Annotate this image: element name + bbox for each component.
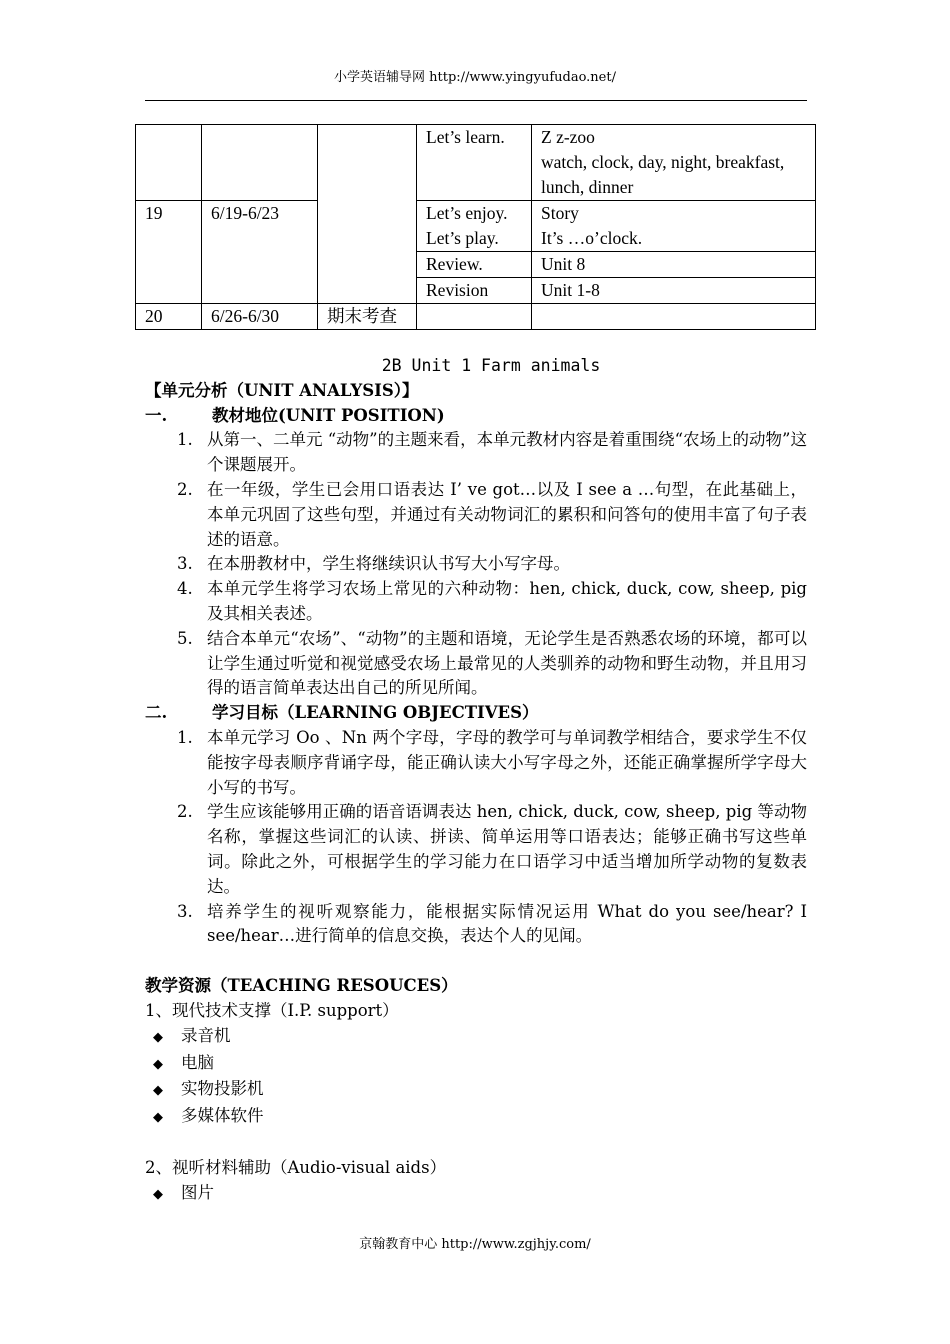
table-cell <box>136 125 202 201</box>
table-cell: 19 <box>136 201 202 304</box>
item-number: 1. <box>177 430 193 450</box>
resources-group-title: 2、视听材料辅助（Audio-visual aids） <box>145 1157 447 1177</box>
cell-line: Let’s enjoy. <box>426 203 508 223</box>
diamond-bullet-icon: ◆ <box>153 1056 163 1072</box>
item-text: 本单元学生将学习农场上常见的六种动物：hen, chick, duck, cow, sheep, pig 及其相关表述。 <box>207 579 807 623</box>
item-text: 在一年级，学生已会用口语表达 I’ ve got…以及 I see a …句型，在此基础上，本单元巩固了这些句型，并通过有关动物词汇的累积和问答句的使用丰富了句子表述的语意。 <box>207 479 807 549</box>
list-item <box>145 1104 807 1131</box>
list-item <box>145 800 807 899</box>
page-footer: 京翰教育中心 http://www.zgjhjy.com/ <box>359 1237 591 1252</box>
list-item <box>145 900 807 950</box>
resources-group-title: 1、现代技术支撑（I.P. support） <box>145 1000 399 1020</box>
item-text: 电脑 <box>181 1052 214 1072</box>
diamond-bullet-icon: ◆ <box>153 1029 163 1045</box>
cell-line: Z z-zoo <box>541 127 595 147</box>
table-row <box>136 304 816 330</box>
table-cell: 6/19-6/23 <box>202 201 318 304</box>
list-item <box>145 1077 807 1104</box>
item-number: 2. <box>177 802 193 822</box>
table-cell: 6/26-6/30 <box>202 304 318 330</box>
item-number: 1. <box>177 727 193 747</box>
list-item <box>145 627 807 701</box>
analysis-heading: 【单元分析（UNIT ANALYSIS）】 <box>145 380 419 400</box>
cell-line: Let’s play. <box>426 228 499 248</box>
table-cell <box>202 125 318 201</box>
list-item <box>145 726 807 800</box>
resources-heading: 教学资源（TEACHING RESOUCES） <box>145 976 458 996</box>
item-text: 在本册教材中，学生将继续识认书写大小写字母。 <box>207 554 570 574</box>
section-heading <box>145 404 807 429</box>
list-item <box>145 577 807 627</box>
diamond-bullet-icon: ◆ <box>153 1186 163 1202</box>
diamond-bullet-icon: ◆ <box>153 1110 163 1126</box>
item-number: 2. <box>177 479 193 499</box>
table-cell <box>532 201 816 252</box>
item-text: 图片 <box>181 1182 214 1202</box>
table-row <box>136 201 816 252</box>
item-number: 3. <box>177 554 193 574</box>
section-title: 教材地位(UNIT POSITION) <box>212 405 445 425</box>
item-text: 结合本单元“农场”、“动物”的主题和语境，无论学生是否熟悉农场的环境，都可以让学生通过听觉和视觉感受农场上最常见的人类驯养的动物和野生动物，并且用习得的语言简单表达出自己的所见所闻。 <box>207 628 807 698</box>
table-cell <box>417 201 532 252</box>
table-cell: Unit 1-8 <box>532 278 816 304</box>
table-cell: Let’s learn. <box>417 125 532 201</box>
item-number: 3. <box>177 901 193 921</box>
section-heading <box>145 701 807 726</box>
list-item <box>145 428 807 478</box>
table-cell <box>417 304 532 330</box>
cell-line: lunch, dinner <box>541 177 634 197</box>
table-row <box>136 125 816 201</box>
cell-line: Story <box>541 203 579 223</box>
list-item <box>145 552 807 577</box>
header-rule <box>145 100 807 101</box>
unit-title: 2B Unit 1 Farm animals <box>381 356 601 375</box>
item-text: 学生应该能够用正确的语音语调表达 hen, chick, duck, cow, sheep, pig 等动物名称，掌握这些词汇的认读、拼读、简单运用等口语表达；能够正确书写这些单词。除此之外，可根据学生的学习能力在口语学习中适当增加所学动物的复数表达。 <box>207 802 807 896</box>
schedule-table <box>135 124 816 330</box>
table-cell: Revision <box>417 278 532 304</box>
section-number: 一. <box>145 405 168 425</box>
section-title: 学习目标（LEARNING OBJECTIVES） <box>212 703 539 723</box>
item-text: 本单元学习 Oo 、Nn 两个字母，字母的教学可与单词教学相结合，要求学生不仅能按字母表顺序背诵字母，能正确认读大小写字母之外，还能正确掌握所学字母大小写的书写。 <box>207 727 807 797</box>
objectives-list <box>145 726 807 949</box>
item-text: 培养学生的视听观察能力，能根据实际情况运用 What do you see/hear? I see/hear…进行简单的信息交换，表达个人的见闻。 <box>207 901 807 946</box>
list-item <box>145 1051 807 1078</box>
av-aids-list <box>145 1181 807 1208</box>
cell-line: It’s …o’clock. <box>541 228 643 248</box>
item-number: 4. <box>177 579 193 599</box>
item-text: 从第一、二单元 “动物”的主题来看，本单元教材内容是着重围绕“农场上的动物”这个课题展开。 <box>207 430 807 475</box>
page-header: 小学英语辅导网 http://www.yingyufudao.net/ <box>334 70 616 85</box>
table-cell <box>318 125 417 304</box>
table-cell: 20 <box>136 304 202 330</box>
item-text: 实物投影机 <box>181 1079 264 1099</box>
list-item <box>145 1181 807 1208</box>
item-text: 多媒体软件 <box>181 1106 264 1126</box>
table-cell: Unit 8 <box>532 252 816 278</box>
table-cell <box>532 125 816 201</box>
main-content <box>145 354 807 1208</box>
table-cell: Review. <box>417 252 532 278</box>
cell-line: watch, clock, day, night, breakfast, <box>541 152 785 172</box>
list-item <box>145 1024 807 1051</box>
position-list <box>145 428 807 701</box>
diamond-bullet-icon: ◆ <box>153 1083 163 1099</box>
list-item <box>145 478 807 552</box>
item-text: 录音机 <box>181 1025 231 1045</box>
table-cell: 期末考查 <box>318 304 417 330</box>
section-number: 二. <box>145 703 168 723</box>
tech-support-list <box>145 1024 807 1131</box>
item-number: 5. <box>177 628 193 648</box>
table-cell <box>532 304 816 330</box>
